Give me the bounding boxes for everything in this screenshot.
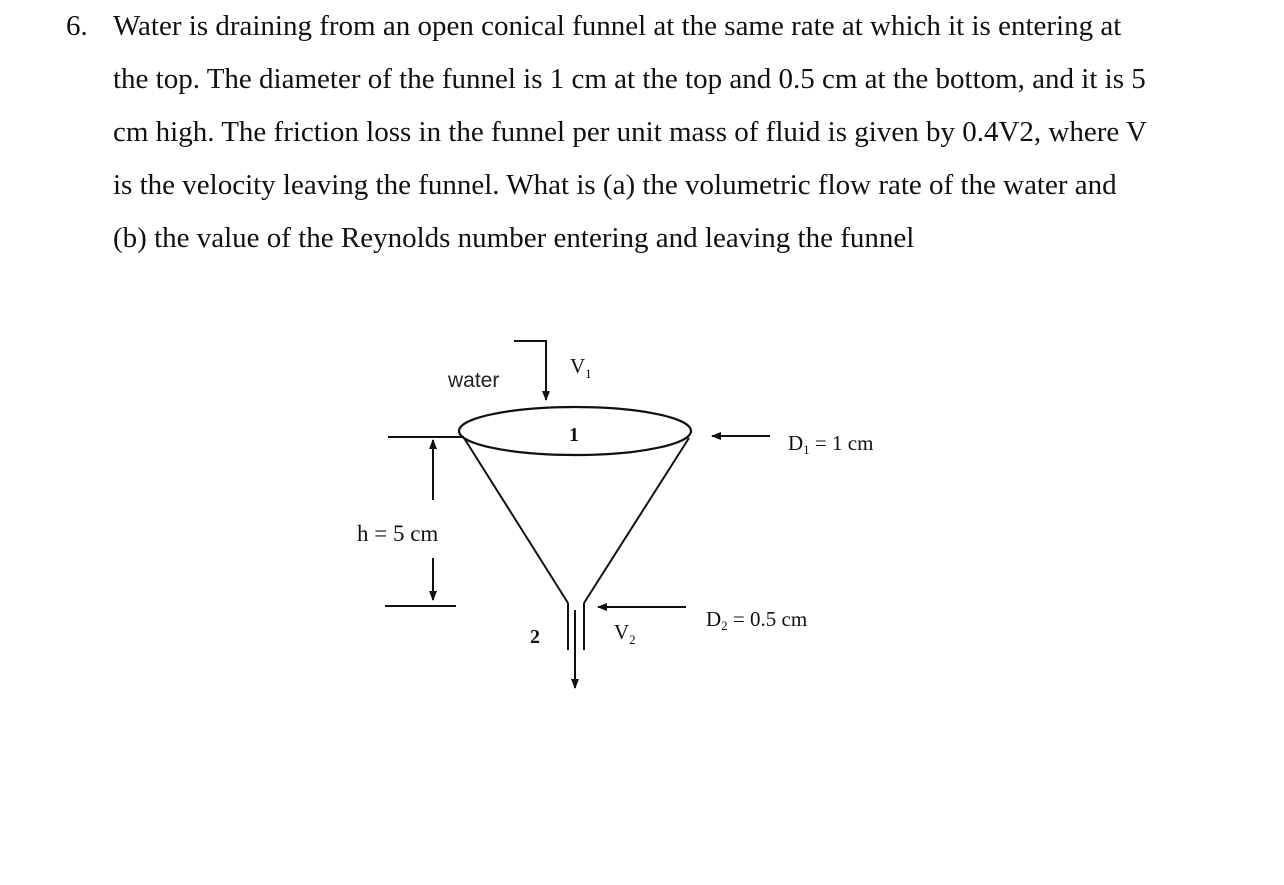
v2-label xyxy=(614,620,636,647)
point-2-label: 2 xyxy=(530,626,540,648)
d2-label xyxy=(706,607,807,633)
d2-subscript: 2 xyxy=(721,618,728,633)
d1-value: = 1 cm xyxy=(809,431,874,455)
inflow-pipe xyxy=(514,341,546,400)
height-label: h = 5 cm xyxy=(357,521,439,546)
point-1-label: 1 xyxy=(569,424,579,446)
v1-subscript: 1 xyxy=(585,366,592,381)
d1-main: D xyxy=(788,431,804,455)
funnel-right-wall xyxy=(584,438,689,603)
d1-subscript: 1 xyxy=(803,442,810,457)
problem-line-5: (b) the value of the Reynolds number entering and leaving the funnel xyxy=(113,222,915,254)
problem-line-1: Water is draining from an open conical funnel at the same rate at which it is entering at xyxy=(113,10,1122,42)
d2-value: = 0.5 cm xyxy=(727,607,808,631)
v1-label xyxy=(570,354,592,381)
problem-line-4: is the velocity leaving the funnel. What is (a) the volumetric flow rate of the water and xyxy=(113,169,1117,201)
v2-subscript: 2 xyxy=(629,632,636,647)
d1-label xyxy=(788,431,873,457)
problem-line-2: the top. The diameter of the funnel is 1 cm at the top and 0.5 cm at the bottom, and it is 5 xyxy=(113,63,1146,95)
water-label: water xyxy=(448,369,500,392)
d2-main: D xyxy=(706,607,722,631)
funnel-left-wall xyxy=(464,438,568,603)
v1-main: V xyxy=(570,354,586,378)
problem-line-3: cm high. The friction loss in the funnel per unit mass of fluid is given by 0.4V2, where V xyxy=(113,116,1147,148)
v2-main: V xyxy=(614,620,630,644)
problem-number: 6. xyxy=(66,10,88,42)
